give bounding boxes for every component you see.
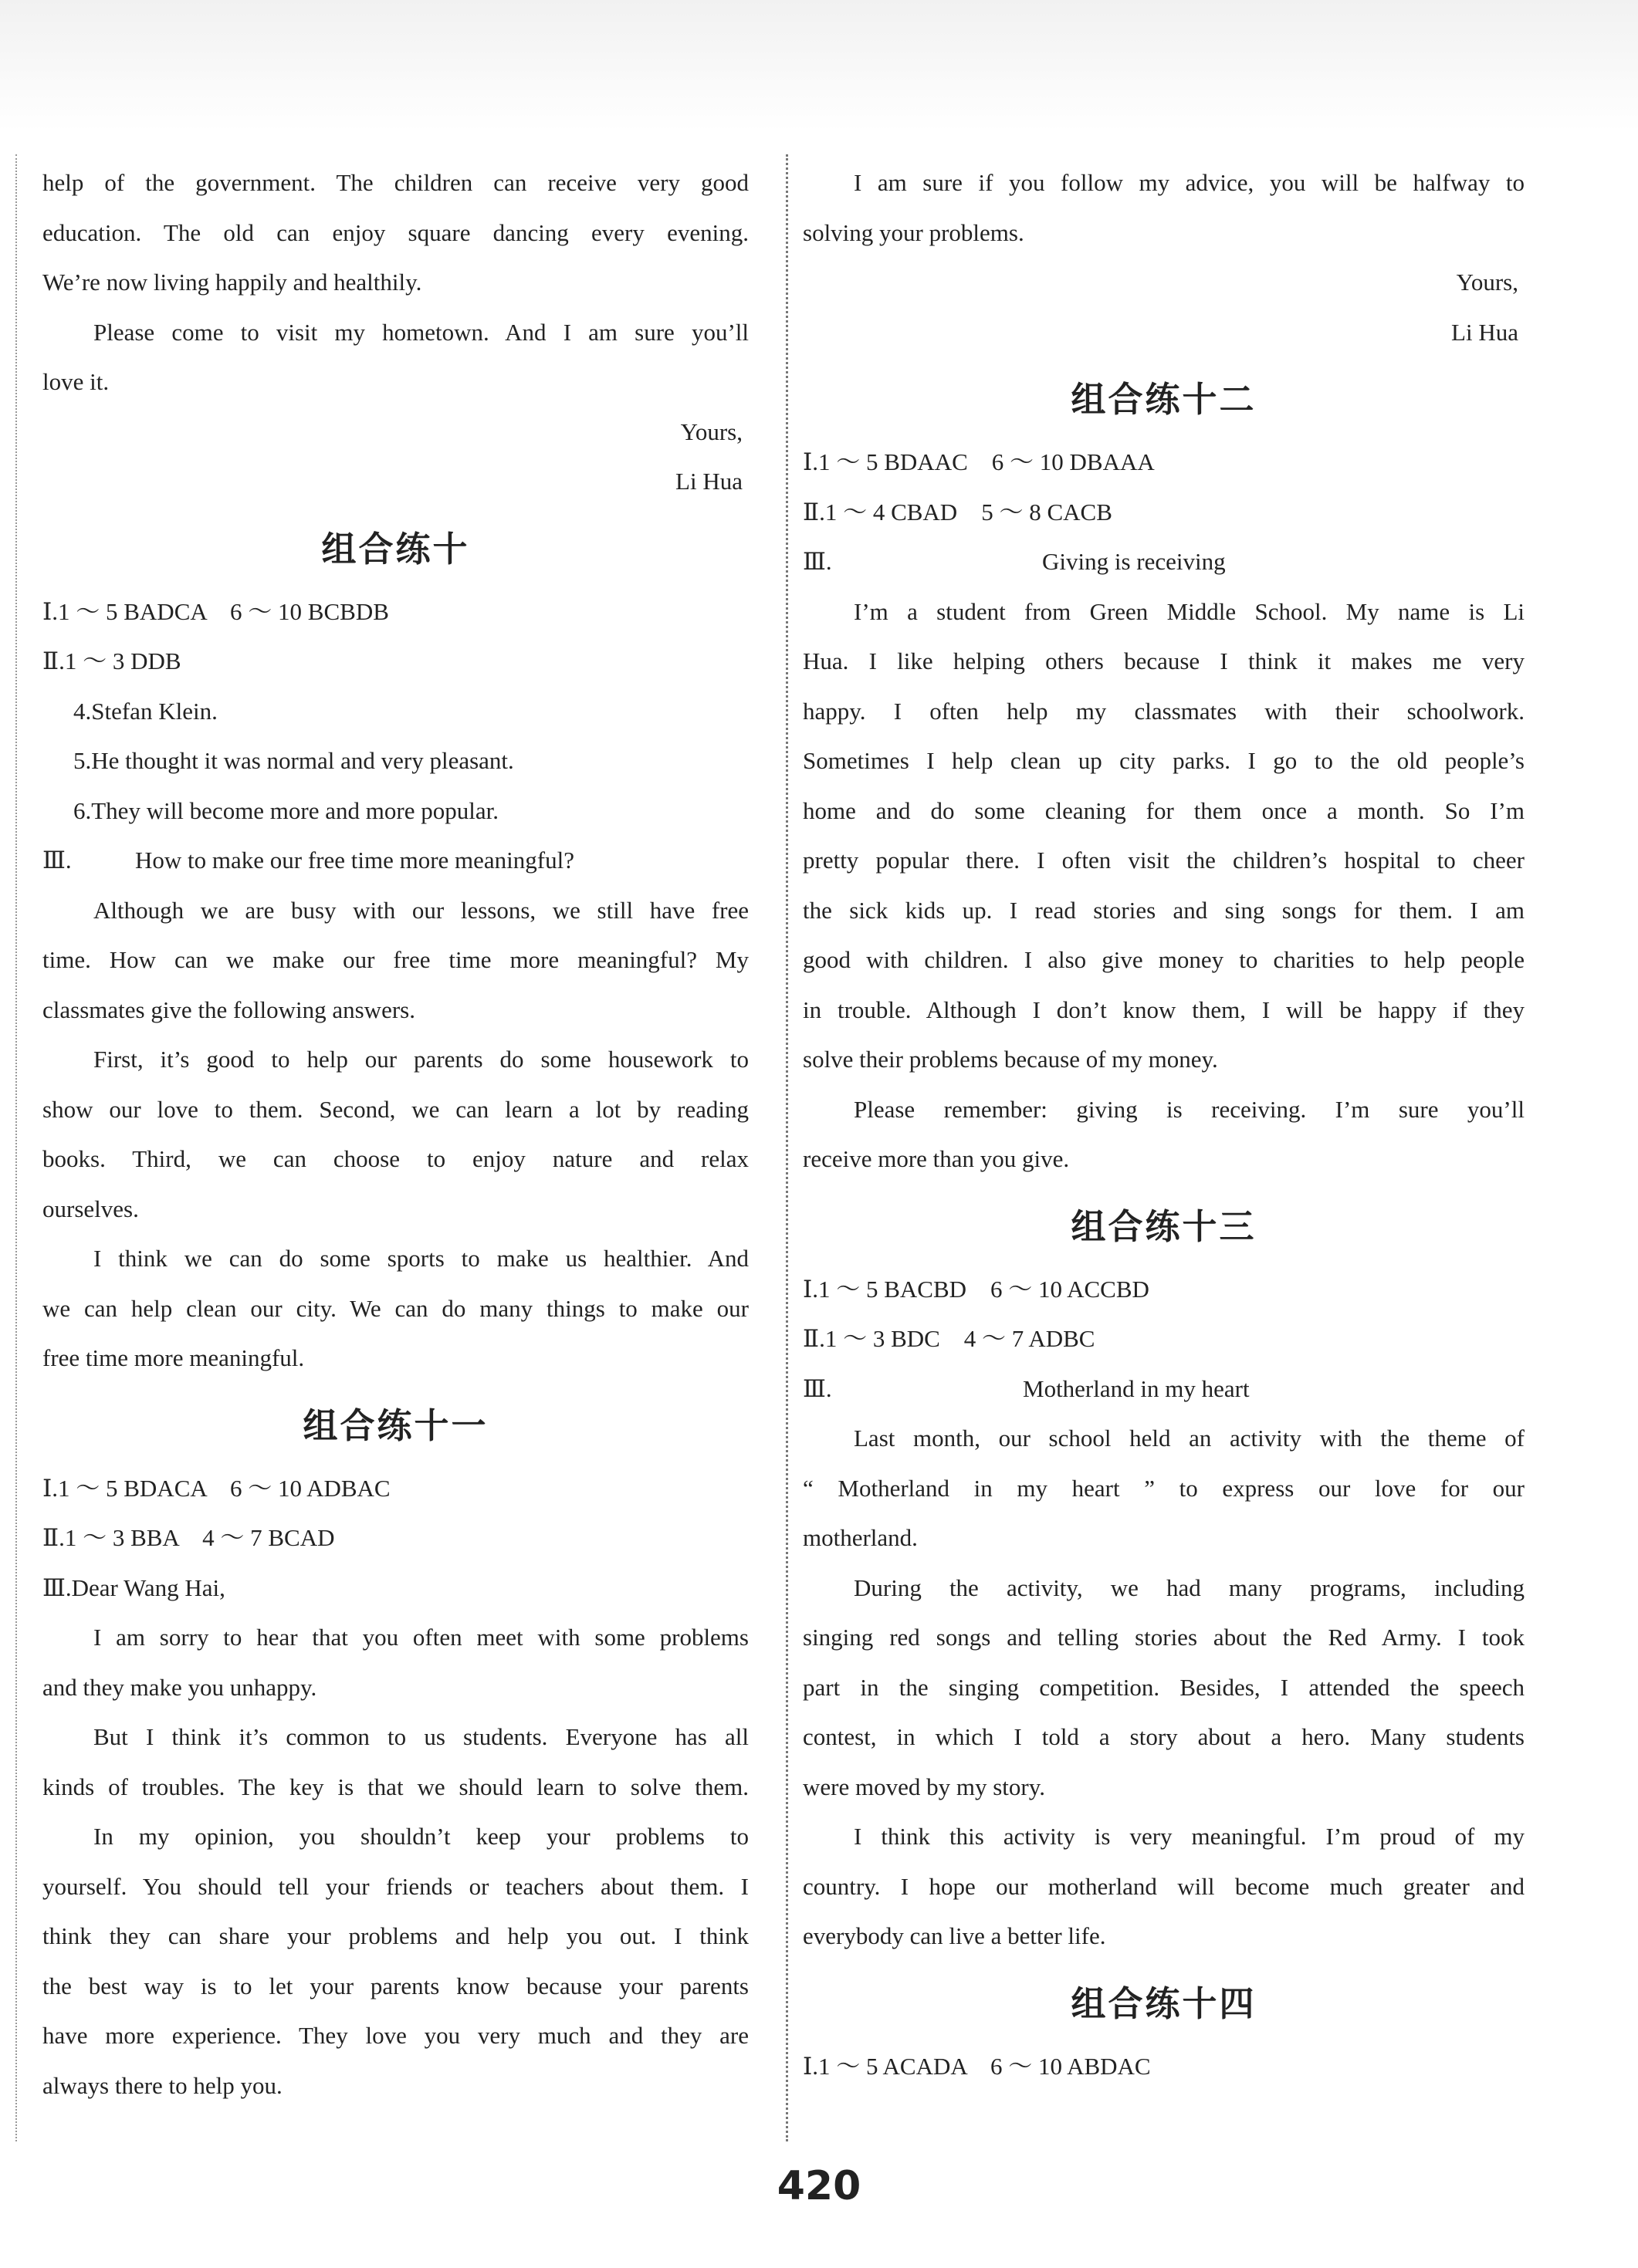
text-line: I’m a student from Green Middle School. My name is Li [854,597,1525,625]
text-line: time. How can we make our free time more meaningful? My [42,946,749,973]
text-line: good with children. I also give money to charities to help people [803,946,1525,973]
text-line: I am sorry to hear that you often meet with some problems [93,1624,749,1651]
section-heading-10: 组合练十 [321,528,470,570]
text-line: Last month, our school held an activity with the theme of [854,1425,1525,1452]
right-column [803,158,1525,2091]
essay-title-text: Motherland in my heart [1023,1374,1250,1402]
answer-line: Ⅱ.1 ～ 3 BDC 4 ～ 7 ADBC [803,1325,1095,1352]
answer-line: 5.He thought it was normal and very pleasant. [73,747,514,774]
section-heading-13: 组合练十三 [1071,1205,1257,1247]
answer-line: Ⅰ.1 ～ 5 ACADA 6 ～ 10 ABDAC [803,2052,1151,2080]
page-number: 420 [777,2163,861,2209]
text-line: books. Third, we can choose to enjoy nature and relax [42,1145,749,1172]
text-line: always there to help you. [42,2071,283,2099]
letter-greeting: Ⅲ.Dear Wang Hai, [42,1573,225,1601]
section-heading-12: 组合练十二 [1071,379,1257,420]
text-line: singing red songs and telling stories about the Red Army. I took [803,1624,1525,1651]
essay-title [803,537,1525,587]
text-line: contest, in which I told a story about a hero. Many students [803,1723,1525,1750]
answer-line: Ⅰ.1 ～ 5 BDACA 6 ～ 10 ADBAC [42,1474,391,1502]
answer-line: 4.Stefan Klein. [73,697,218,725]
text-line: But I think it’s common to us students. Everyone has all [93,1723,749,1750]
text-line: and they make you unhappy. [42,1673,317,1701]
text-line: In my opinion, you shouldn’t keep your problems to [93,1823,749,1850]
text-line: the best way is to let your parents know because your parents [42,1972,749,1999]
letter-closing: Yours, [1456,269,1518,296]
essay-label: Ⅲ. [803,1374,832,1402]
text-line: Although we are busy with our lessons, we still have free [93,896,749,924]
column-divider [786,154,788,2141]
letter-signature: Li Hua [675,468,743,495]
section-heading-14: 组合练十四 [1071,1982,1257,2024]
binding-rule [15,154,17,2141]
text-line: help of the government. The children can receive very good [42,169,749,196]
text-line: yourself. You should tell your friends or teachers about them. I [42,1872,749,1900]
text-line: part in the singing competition. Besides, I attended the speech [803,1673,1525,1701]
letter-signature: Li Hua [1451,318,1518,346]
answer-line: 6.They will become more and more popular. [73,796,499,824]
text-line: country. I hope our motherland will become much greater and [803,1872,1525,1900]
text-line: classmates give the following answers. [42,995,415,1023]
text-line: Hua. I like helping others because I think it makes me very [803,647,1525,674]
text-line: I think we can do some sports to make us healthier. And [93,1245,749,1272]
text-line: motherland. [803,1524,918,1551]
text-line: I think this activity is very meaningful. I’m proud of my [854,1823,1525,1850]
essay-title-text: How to make our free time more meaningful? [135,847,574,874]
answer-line: Ⅰ.1 ～ 5 BACBD 6 ～ 10 ACCBD [803,1275,1149,1303]
text-line: receive more than you give. [803,1145,1070,1172]
text-line: kinds of troubles. The key is that we should learn to solve them. [42,1773,749,1800]
text-line: Please come to visit my hometown. And I am sure you’ll [93,318,749,346]
essay-title [42,836,749,886]
text-line: have more experience. They love you very much and they are [42,2022,749,2049]
text-line: ourselves. [42,1195,139,1222]
essay-label: Ⅲ. [42,847,72,874]
text-line: I am sure if you follow my advice, you will be halfway to [854,169,1525,196]
text-line: During the activity, we had many programs, including [854,1573,1525,1601]
text-line: education. The old can enjoy square dancing every evening. [42,218,749,246]
section-heading-11: 组合练十一 [303,1404,489,1446]
text-line: pretty popular there. I often visit the children’s hospital to cheer [803,847,1525,874]
essay-label: Ⅲ. [803,548,832,575]
text-line: everybody can live a better life. [803,1922,1106,1949]
text-line: First, it’s good to help our parents do some housework to [93,1046,749,1073]
left-column [42,158,749,2111]
text-line: We’re now living happily and healthily. [42,269,422,296]
text-line: home and do some cleaning for them once a month. So I’m [803,796,1525,824]
text-line: Please remember: giving is receiving. I’m sure you’ll [854,1095,1525,1123]
answer-line: Ⅰ.1 ～ 5 BDAAC 6 ～ 10 DBAAA [803,448,1155,475]
text-line: were moved by my story. [803,1773,1045,1800]
text-line: solve their problems because of my money. [803,1046,1218,1073]
answer-line: Ⅱ.1 ～ 3 BBA 4 ～ 7 BCAD [42,1524,335,1551]
text-line: Sometimes I help clean up city parks. I go to the old people’s [803,747,1525,774]
text-line: happy. I often help my classmates with their schoolwork. [803,697,1525,725]
answer-line: Ⅱ.1 ～ 3 DDB [42,647,181,674]
text-line: show our love to them. Second, we can learn a lot by reading [42,1095,749,1123]
essay-title-text: Giving is receiving [1042,548,1226,575]
letter-closing: Yours, [680,417,743,445]
text-line: love it. [42,368,110,395]
answer-line: Ⅰ.1 ～ 5 BADCA 6 ～ 10 BCBDB [42,597,389,625]
text-line: solving your problems. [803,218,1024,246]
text-line: “ Motherland in my heart ” to express our love for our [803,1474,1525,1502]
text-line: in trouble. Although I don’t know them, I will be happy if they [803,995,1525,1023]
essay-title [803,1364,1525,1415]
answer-line: Ⅱ.1 ～ 4 CBAD 5 ～ 8 CACB [803,498,1112,526]
page-top-shade [0,0,1638,131]
text-line: the sick kids up. I read stories and sing songs for them. I am [803,896,1525,924]
text-line: free time more meaningful. [42,1344,305,1371]
text-line: think they can share your problems and help you out. I think [42,1922,749,1949]
text-line: we can help clean our city. We can do many things to make our [42,1294,749,1322]
